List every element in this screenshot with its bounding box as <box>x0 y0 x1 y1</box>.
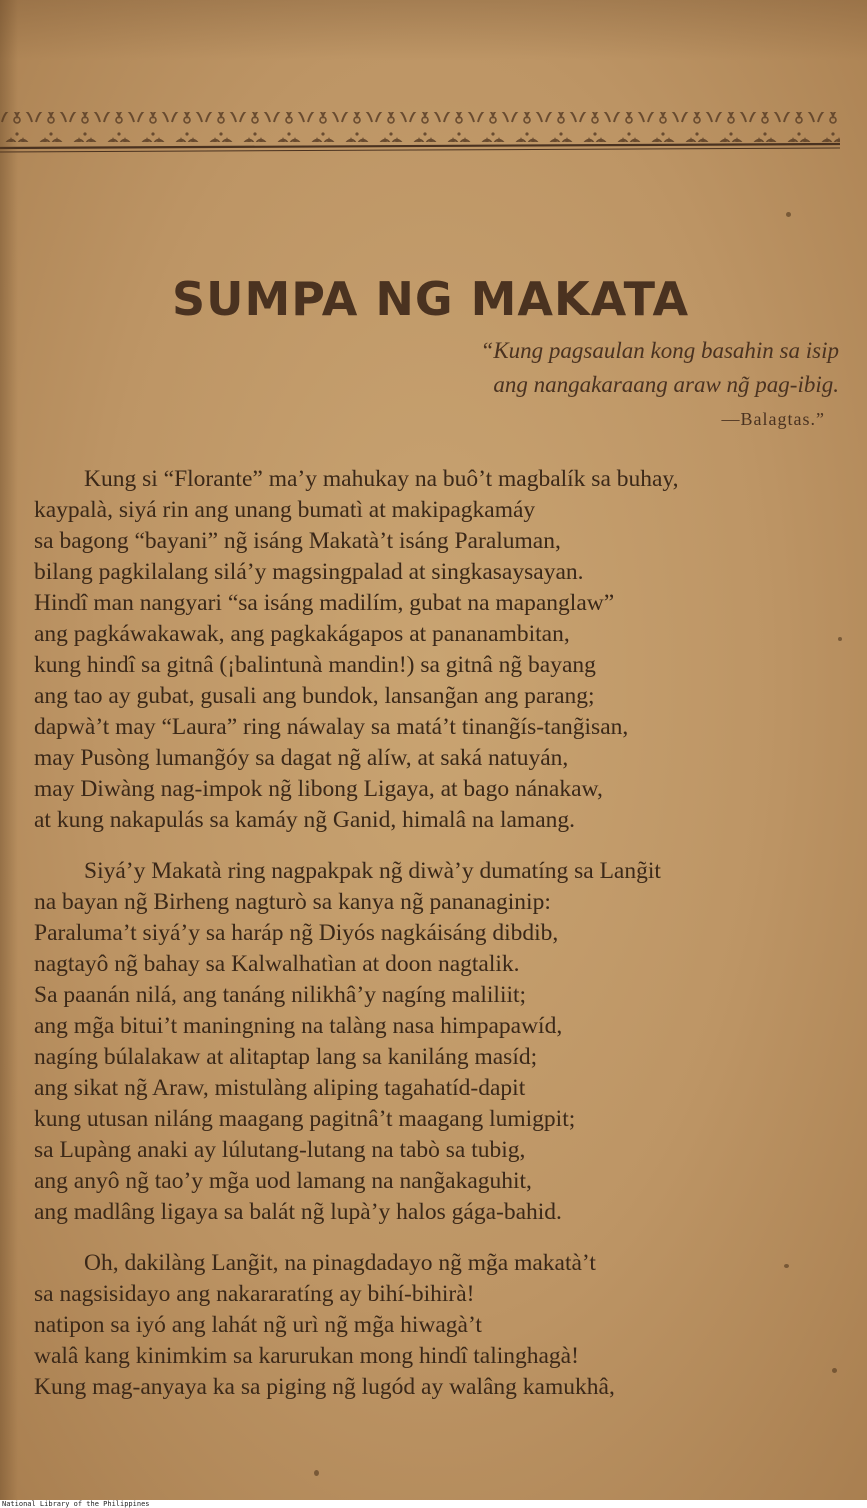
verse-line: sa Lupàng anaki ay lúlutang-lutang na tabò sa tubig, <box>34 1137 526 1163</box>
paper-speck <box>314 1470 319 1476</box>
verse-line: may Diwàng nag-impok ng̃ libong Ligaya, at bago nánakaw, <box>34 776 603 802</box>
verse-line: Kung mag-anyaya ka sa piging ng̃ lugód ay walâng kamukhâ, <box>34 1374 615 1400</box>
verse-line: Kung si “Florante” ma’y mahukay na buô’t magbalík sa buhay, <box>84 466 679 492</box>
verse-line: ang tao ay gubat, gusali ang bundok, lansang̃an ang parang; <box>34 683 595 709</box>
verse-line: ang pagkáwakawak, ang pagkakágapos at pananambitan, <box>34 621 570 647</box>
epigraph-line: ang nangakaraang araw ng̃ pag-ibig. <box>493 372 839 397</box>
decorative-border-ornament <box>0 98 840 158</box>
verse-line: ang mg̃a bitui’t maningning na talàng nasa himpapawíd, <box>34 1013 563 1039</box>
verse-line: ang sikat ng̃ Araw, mistulàng aliping tagahatíd-dapit <box>34 1075 526 1101</box>
verse-line: bilang pagkilalang silá’y magsingpalad at singkasaysayan. <box>34 559 584 585</box>
page-shadow <box>0 0 867 60</box>
verse-line: kung hindî sa gitnâ (¡balintunà mandin!) sa gitnâ ng̃ bayang <box>34 652 596 678</box>
stanza-2 <box>34 856 834 1228</box>
epigraph-attribution: —Balagtas.” <box>721 409 825 429</box>
verse-line: sa nagsisidayo ang nakararatíng ay bihí-bihirà! <box>34 1281 475 1307</box>
paper-speck <box>838 637 842 641</box>
verse-line: ang anyô ng̃ tao’y mg̃a uod lamang na nang̃akaguhit, <box>34 1168 532 1194</box>
library-credit: National Library of the Philippines <box>0 1500 867 1508</box>
verse-line: nagtayô ng̃ bahay sa Kalwalhatìan at doon nagtalik. <box>34 951 520 977</box>
verse-line: na bayan ng̃ Birheng nagturò sa kanya ng̃ pananaginip: <box>34 889 551 915</box>
paper-speck <box>832 1368 837 1373</box>
verse-line: walâ kang kinimkim sa karurukan mong hindî talinghagà! <box>34 1343 579 1369</box>
verse-line: Hindî man nangyari “sa isáng madilím, gubat na mapanglaw” <box>34 590 615 616</box>
epigraph-line: “Kung pagsaulan kong basahin sa isip <box>480 338 839 363</box>
verse-line: kaypalà, siyá rin ang unang bumatì at makipagkamáy <box>34 497 536 523</box>
paper-speck <box>786 212 791 217</box>
verse-line: may Pusòng lumang̃óy sa dagat ng̃ alíw, at saká natuyán, <box>34 745 569 771</box>
epigraph <box>279 334 839 436</box>
verse-line: Sa paanán nilá, ang tanáng nilikhâ’y nagíng maliliit; <box>34 982 527 1008</box>
verse-line: sa bagong “bayani” ng̃ isáng Makatà’t isáng Paraluman, <box>34 528 561 554</box>
verse-line: ang madlâng ligaya sa balát ng̃ lupà’y halos gága-bahid. <box>34 1199 562 1225</box>
verse-line: natipon sa iyó ang lahát ng̃ urì ng̃ mg̃a hiwagà’t <box>34 1312 482 1338</box>
verse-line: dapwà’t may “Laura” ring náwalay sa matá’t tinang̃ís-tang̃isan, <box>34 714 629 740</box>
verse-line: Oh, dakilàng Lang̃it, na pinagdadayo ng̃ mg̃a makatà’t <box>84 1250 596 1276</box>
paper-speck <box>784 1264 789 1268</box>
verse-line: kung utusan niláng maagang pagitnâ’t maagang lumigpit; <box>34 1106 576 1132</box>
stanza-3 <box>34 1248 834 1403</box>
poem-title: SUMPA NG MAKATA <box>172 272 690 326</box>
verse-line: Paraluma’t siyá’y sa haráp ng̃ Diyós nagkáisáng dibdib, <box>34 920 559 946</box>
poem-body <box>34 464 834 1423</box>
verse-line: Siyá’y Makatà ring nagpakpak ng̃ diwà’y dumatíng sa Lang̃it <box>84 858 661 884</box>
verse-line: at kung nakapulás sa kamáy ng̃ Ganid, himalâ na lamang. <box>34 807 575 833</box>
stanza-1 <box>34 464 834 836</box>
verse-line: nagíng búlalakaw at alitaptap lang sa kaniláng masíd; <box>34 1044 538 1070</box>
